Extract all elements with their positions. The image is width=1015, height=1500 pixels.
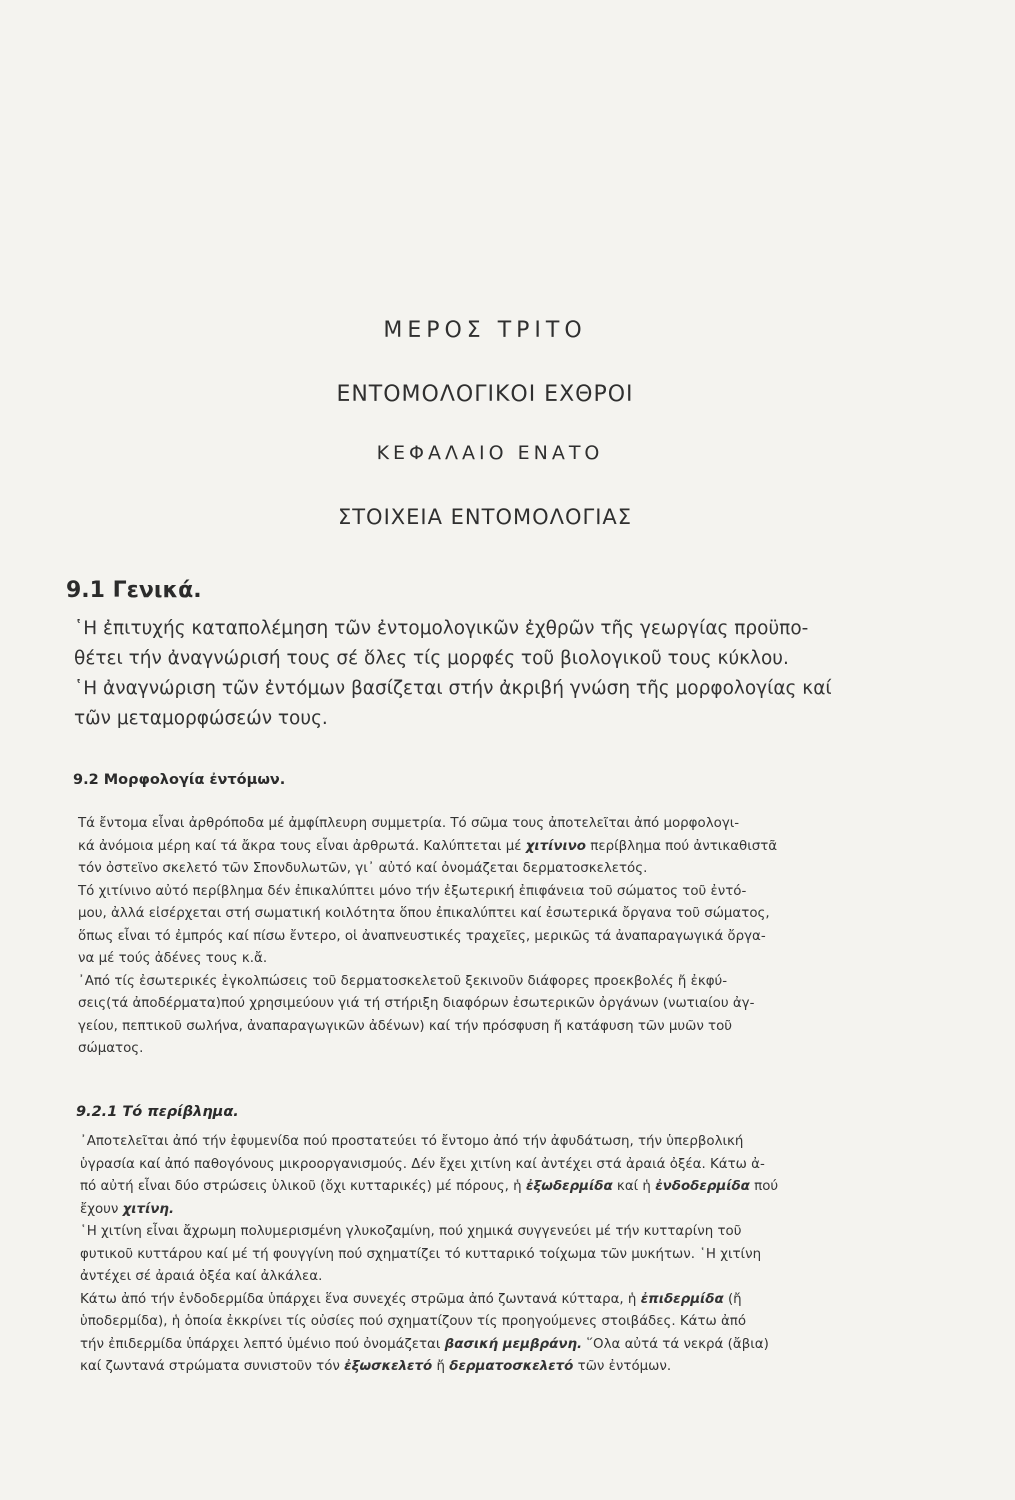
text-line: ῾Η χιτίνη εἶναι ἄχρωμη πολυμερισμένη γλυκοζαμίνη, πού χημικά συγγενεύει μέ τήν κυτταρίνη τοῦ <box>80 1224 742 1239</box>
text-fragment: κά ἀνόμοια μέρη καί τά ἄκρα τους εἶναι ἀρθρωτά. Καλύπτεται μέ <box>78 838 522 854</box>
text-fragment: ἤ <box>436 1359 446 1374</box>
section-title-morphology: 9.2 Μορφολογία ἐντόμων. <box>73 772 286 788</box>
text-line: σώματος. <box>78 1041 144 1056</box>
text-line: Τά ἔντομα εἶναι ἀρθρόποδα μέ ἀμφίπλευρη συμμετρία. Τό σῶμα τους ἀποτελεῖται ἀπό μορφολογι- <box>78 816 740 831</box>
text-line: ὑποδερμίδα), ἡ ὁποία ἐκκρίνει τίς οὐσίες πού σχηματίζουν τίς προηγούμενες στοιβάδες. Κάτω ἀπό <box>80 1314 747 1329</box>
text-line: γείου, πεπτικοῦ σωλήνα, ἀναπαραγωγικῶν ἀδένων) καί τήν πρόσφυση ἤ κατάφυση τῶν μυῶν τοῦ <box>78 1018 733 1034</box>
text-line: φυτικοῦ κυττάρου καί μέ τή φουγγίνη πού σχηματίζει τό κυτταρικό τοίχωμα τῶν μυκήτων. ῾Η χιτίνη <box>80 1246 762 1262</box>
text-line: ἀντέχει σέ ἀραιά ὀξέα καί ἀλκάλεα. <box>80 1269 323 1284</box>
text-fragment: τῶν ἐντόμων. <box>577 1359 672 1374</box>
section-general-text <box>74 614 944 734</box>
text-fragment: τήν ἐπιδερμίδα ὑπάρχει λεπτό ὑμένιο πού ὀνομάζεται <box>80 1336 441 1352</box>
text-line <box>80 1356 945 1379</box>
text-fragment: περίβλημα πού ἀντικαθιστᾶ <box>590 838 778 854</box>
text-fragment: πό αὐτή εἶναι δύο στρώσεις ὑλικοῦ (ὄχι κυτταρικές) μέ πόρους, ἡ <box>80 1179 522 1194</box>
text-line <box>80 1289 945 1312</box>
text-line: μου, ἀλλά εἰσέρχεται στή σωματική κοιλότητα ὅπου ἐπικαλύπτει καί ἐσωτερικά ὄργανα τοῦ σώματος, <box>78 906 770 921</box>
text-line: θέτει τήν ἀναγνώρισή τους σέ ὅλες τίς μορφές τοῦ βιολογικοῦ τους κύκλου. <box>74 648 789 669</box>
chapter-heading: ΚΕΦΑΛΑΙΟ ΕΝΑΤΟ <box>376 442 604 464</box>
text-line <box>80 1199 945 1222</box>
part-heading: ΜΕΡΟΣ ΤΡΙΤΟ <box>383 318 587 343</box>
text-fragment: (ἤ <box>727 1291 742 1307</box>
text-line: να μέ τούς ἀδένες τους κ.ἄ. <box>78 951 268 966</box>
chapter-title: ΣΤΟΙΧΕΙΑ ΕΝΤΟΜΟΛΟΓΙΑΣ <box>337 505 633 529</box>
section-cuticle-text <box>80 1131 945 1379</box>
text-fragment: Κάτω ἀπό τήν ἐνδοδερμίδα ὑπάρχει ἕνα συνεχές στρῶμα ἀπό ζωντανά κύτταρα, ἡ <box>80 1291 637 1307</box>
text-fragment: ἔχουν <box>80 1201 119 1217</box>
part-title: ΕΝΤΟΜΟΛΟΓΙΚΟΙ ΕΧΘΡΟΙ <box>336 382 634 407</box>
text-line: ῾Η ἀναγνώριση τῶν ἐντόμων βασίζεται στήν ἀκριβή γνώση τῆς μορφολογίας καί <box>74 678 832 699</box>
text-line <box>80 1176 945 1199</box>
text-line: ᾽Από τίς ἐσωτερικές ἐγκολπώσεις τοῦ δερματοσκελετοῦ ξεκινοῦν διάφορες προεκβολές ἤ ἐκφύ- <box>78 973 728 989</box>
text-line <box>80 1334 945 1357</box>
section-title-general: 9.1 Γενικά. <box>66 578 202 603</box>
text-line: Τό χιτίνινο αὐτό περίβλημα δέν ἐπικαλύπτει μόνο τήν ἐξωτερική ἐπιφάνεια τοῦ σώματος τοῦ ἐντό- <box>78 883 747 899</box>
emphasis-term: ἐξωσκελετό <box>344 1359 433 1374</box>
emphasis-term: δερματοσκελετό <box>449 1359 574 1374</box>
text-line: ᾽Αποτελεῖται ἀπό τήν ἐφυμενίδα πού προστατεύει τό ἔντομο ἀπό τήν ἀφυδάτωση, τήν ὑπερβολική <box>80 1134 744 1149</box>
text-fragment: καί ἡ <box>616 1179 651 1194</box>
text-line: σεις(τά ἀποδέρματα)πού χρησιμεύουν γιά τή στήριξη διαφόρων ἐσωτερικῶν ὀργάνων (νωτιαίου ἀγ- <box>78 996 755 1011</box>
emphasis-term: ἐνδοδερμίδα <box>655 1179 750 1194</box>
text-line: τῶν μεταμορφώσεών τους. <box>74 708 328 729</box>
text-line: τόν ὀστεϊνο σκελετό τῶν Σπονδυλωτῶν, γι᾽ αὐτό καί ὀνομάζεται δερματοσκελετός. <box>78 861 648 876</box>
text-line: ῾Η ἐπιτυχής καταπολέμηση τῶν ἐντομολογικῶν ἐχθρῶν τῆς γεωργίας προϋπο- <box>74 618 809 639</box>
text-fragment: καί ζωντανά στρώματα συνιστοῦν τόν <box>80 1359 340 1374</box>
section-title-cuticle: 9.2.1 Τό περίβλημα. <box>76 1104 239 1120</box>
emphasis-term: βασική μεμβράνη. <box>444 1336 583 1352</box>
emphasis-term: ἐξωδερμίδα <box>525 1179 613 1194</box>
emphasis-term: χιτίνη. <box>122 1201 175 1217</box>
text-line <box>78 836 938 859</box>
text-fragment: ῞Ολα αὐτά τά νεκρά (ἄβια) <box>586 1336 769 1352</box>
text-line: ὑγρασία καί ἀπό παθογόνους μικροοργανισμούς. Δέν ἔχει χιτίνη καί ἀντέχει στά ἀραιά ὀξέα. Κάτω ἀ- <box>80 1156 765 1172</box>
emphasis-term: χιτίνινο <box>525 838 586 854</box>
emphasis-term: ἐπιδερμίδα <box>640 1291 724 1307</box>
section-morphology-text <box>78 813 938 1061</box>
text-fragment: πού <box>754 1179 779 1194</box>
text-line: ὅπως εἶναι τό ἐμπρός καί πίσω ἔντερο, οἱ ἀναπνευστικές τραχεῖες, μερικῶς τά ἀναπαραγωγικά ὄργα- <box>78 928 766 944</box>
